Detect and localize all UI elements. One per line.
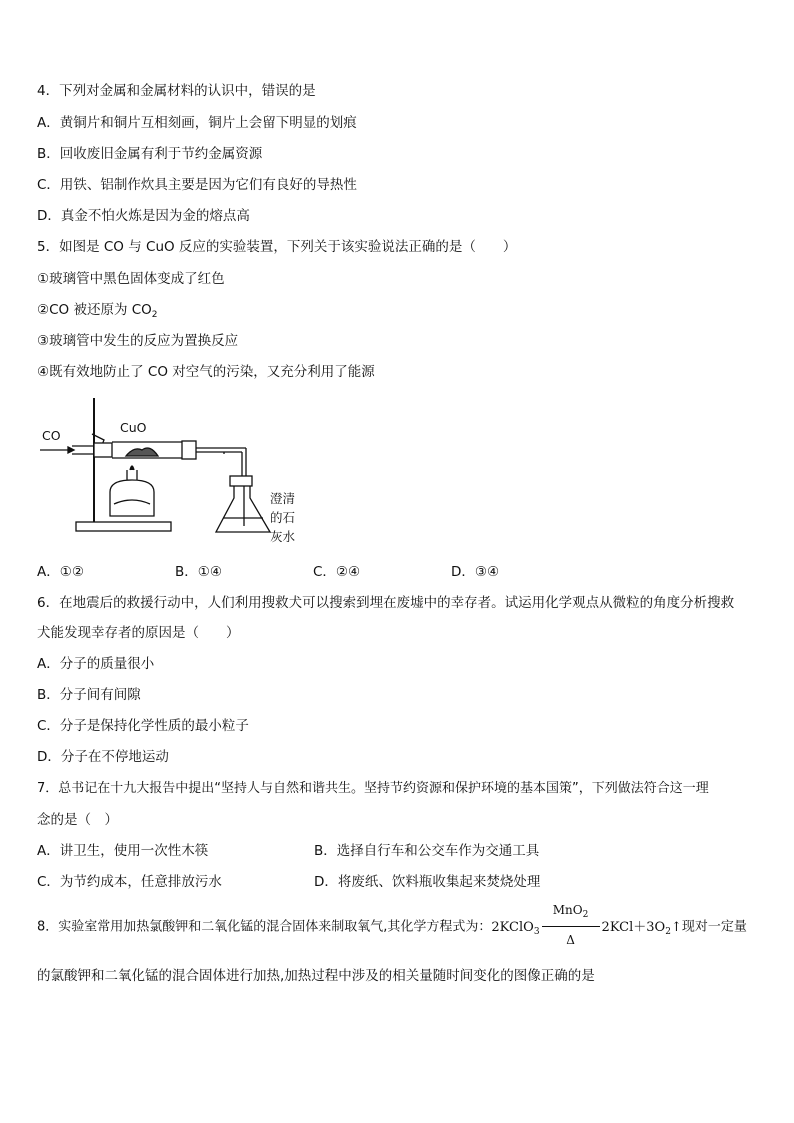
q7-stem-line-1: 7．总书记在十九大报告中提出“坚持人与自然和谐共生。坚持节约资源和保护环境的基本国策”，下列做法符合这一理	[37, 781, 709, 796]
q5-statement-1: ①玻璃管中黑色固体变成了红色	[37, 271, 225, 287]
q4-stem: 4．下列对金属和金属材料的认识中，错误的是	[37, 83, 316, 99]
equation-reaction-condition	[542, 903, 600, 947]
figure-label-co: CO	[42, 428, 61, 443]
q6-stem-line-1: 6．在地震后的救援行动中，人们利用搜救犬可以搜索到埋在废墟中的幸存者。试运用化学观点从微粒的角度分析搜救	[37, 595, 735, 611]
q5-option-a: A．①②	[37, 564, 84, 580]
alcohol-lamp	[110, 480, 154, 516]
q7-option-c: C．为节约成本，任意排放污水	[37, 874, 222, 890]
q5-statement-2-text: ②CO 被还原为 CO	[37, 302, 152, 318]
chemical-equation	[491, 903, 682, 947]
q7-stem-line-2: 念的是（ ）	[37, 812, 118, 828]
q5-statement-2	[37, 301, 158, 324]
rubber-stopper-left	[94, 443, 112, 457]
q6-stem-line-2: 犬能发现幸存者的原因是（ ）	[37, 625, 240, 641]
equation-heat-symbol: Δ	[566, 933, 575, 947]
flask-body	[216, 486, 270, 532]
co-cuo-apparatus-figure	[34, 392, 324, 552]
equation-catalyst-subscript: 2	[582, 910, 589, 920]
q4-option-a: A．黄铜片和铜片互相刻画，铜片上会留下明显的划痕	[37, 115, 357, 131]
q6-option-c: C．分子是保持化学性质的最小粒子	[37, 718, 249, 734]
q5-statement-3: ③玻璃管中发生的反应为置换反应	[37, 333, 239, 349]
equation-catalyst-text: MnO	[552, 903, 583, 917]
figure-label-limewater-1: 澄清	[270, 491, 296, 506]
equation-products: 2KCl＋3O	[601, 919, 666, 935]
cuo-powder	[126, 448, 158, 456]
q4-option-b: B．回收废旧金属有利于节约金属资源	[37, 146, 263, 162]
q8-stem-line-1	[37, 903, 747, 947]
q5-statement-2-subscript: 2	[151, 310, 158, 320]
flask-stopper	[230, 476, 252, 486]
equation-catalyst	[542, 901, 600, 924]
q4-option-c: C．用铁、铝制作炊具主要是因为它们有良好的导热性	[37, 177, 357, 193]
inlet-arrow	[68, 447, 74, 453]
figure-label-cuo: CuO	[120, 420, 147, 435]
rubber-stopper-right	[182, 441, 196, 459]
q6-option-a: A．分子的质量很小	[37, 656, 155, 672]
q5-option-c: C．②④	[313, 564, 361, 580]
stand-base	[76, 522, 171, 531]
q8-stem-prefix: 8．实验室常用加热氯酸钾和二氧化锰的混合固体来制取氧气,其化学方程式为：	[37, 919, 492, 935]
equation-arrow-bar	[542, 926, 600, 927]
equation-products-subscript: 2	[665, 926, 671, 937]
q5-stem: 5．如图是 CO 与 CuO 反应的实验装置，下列关于该实验说法正确的是（ ）	[37, 239, 517, 255]
figure-label-limewater-2: 的石	[270, 510, 296, 525]
q4-option-d: D．真金不怕火炼是因为金的熔点高	[37, 208, 250, 224]
q7-option-a: A．讲卫生，使用一次性木筷	[37, 843, 209, 859]
figure-label-limewater-3: 灰水	[270, 529, 296, 544]
equation-reactant-subscript: 3	[533, 926, 540, 937]
q8-stem-line-2: 的氯酸钾和二氧化锰的混合固体进行加热,加热过程中涉及的相关量随时间变化的图像正确的是	[37, 968, 595, 984]
q8-stem-suffix: 现对一定量	[681, 919, 747, 935]
q7-option-b: B．选择自行车和公交车作为交通工具	[314, 843, 540, 859]
equation-gas-arrow: ↑	[670, 919, 682, 935]
q6-option-d: D．分子在不停地运动	[37, 749, 169, 765]
q6-option-b: B．分子间有间隙	[37, 687, 141, 703]
q5-statement-4: ④既有效地防止了 CO 对空气的污染，又充分利用了能源	[37, 364, 375, 380]
q7-option-d: D．将废纸、饮料瓶收集起来焚烧处理	[314, 874, 541, 890]
q5-option-d: D．③④	[451, 564, 500, 580]
q5-option-b: B．①④	[175, 564, 222, 580]
equation-reactant: 2KClO	[491, 919, 534, 935]
lamp-flame	[130, 466, 134, 470]
